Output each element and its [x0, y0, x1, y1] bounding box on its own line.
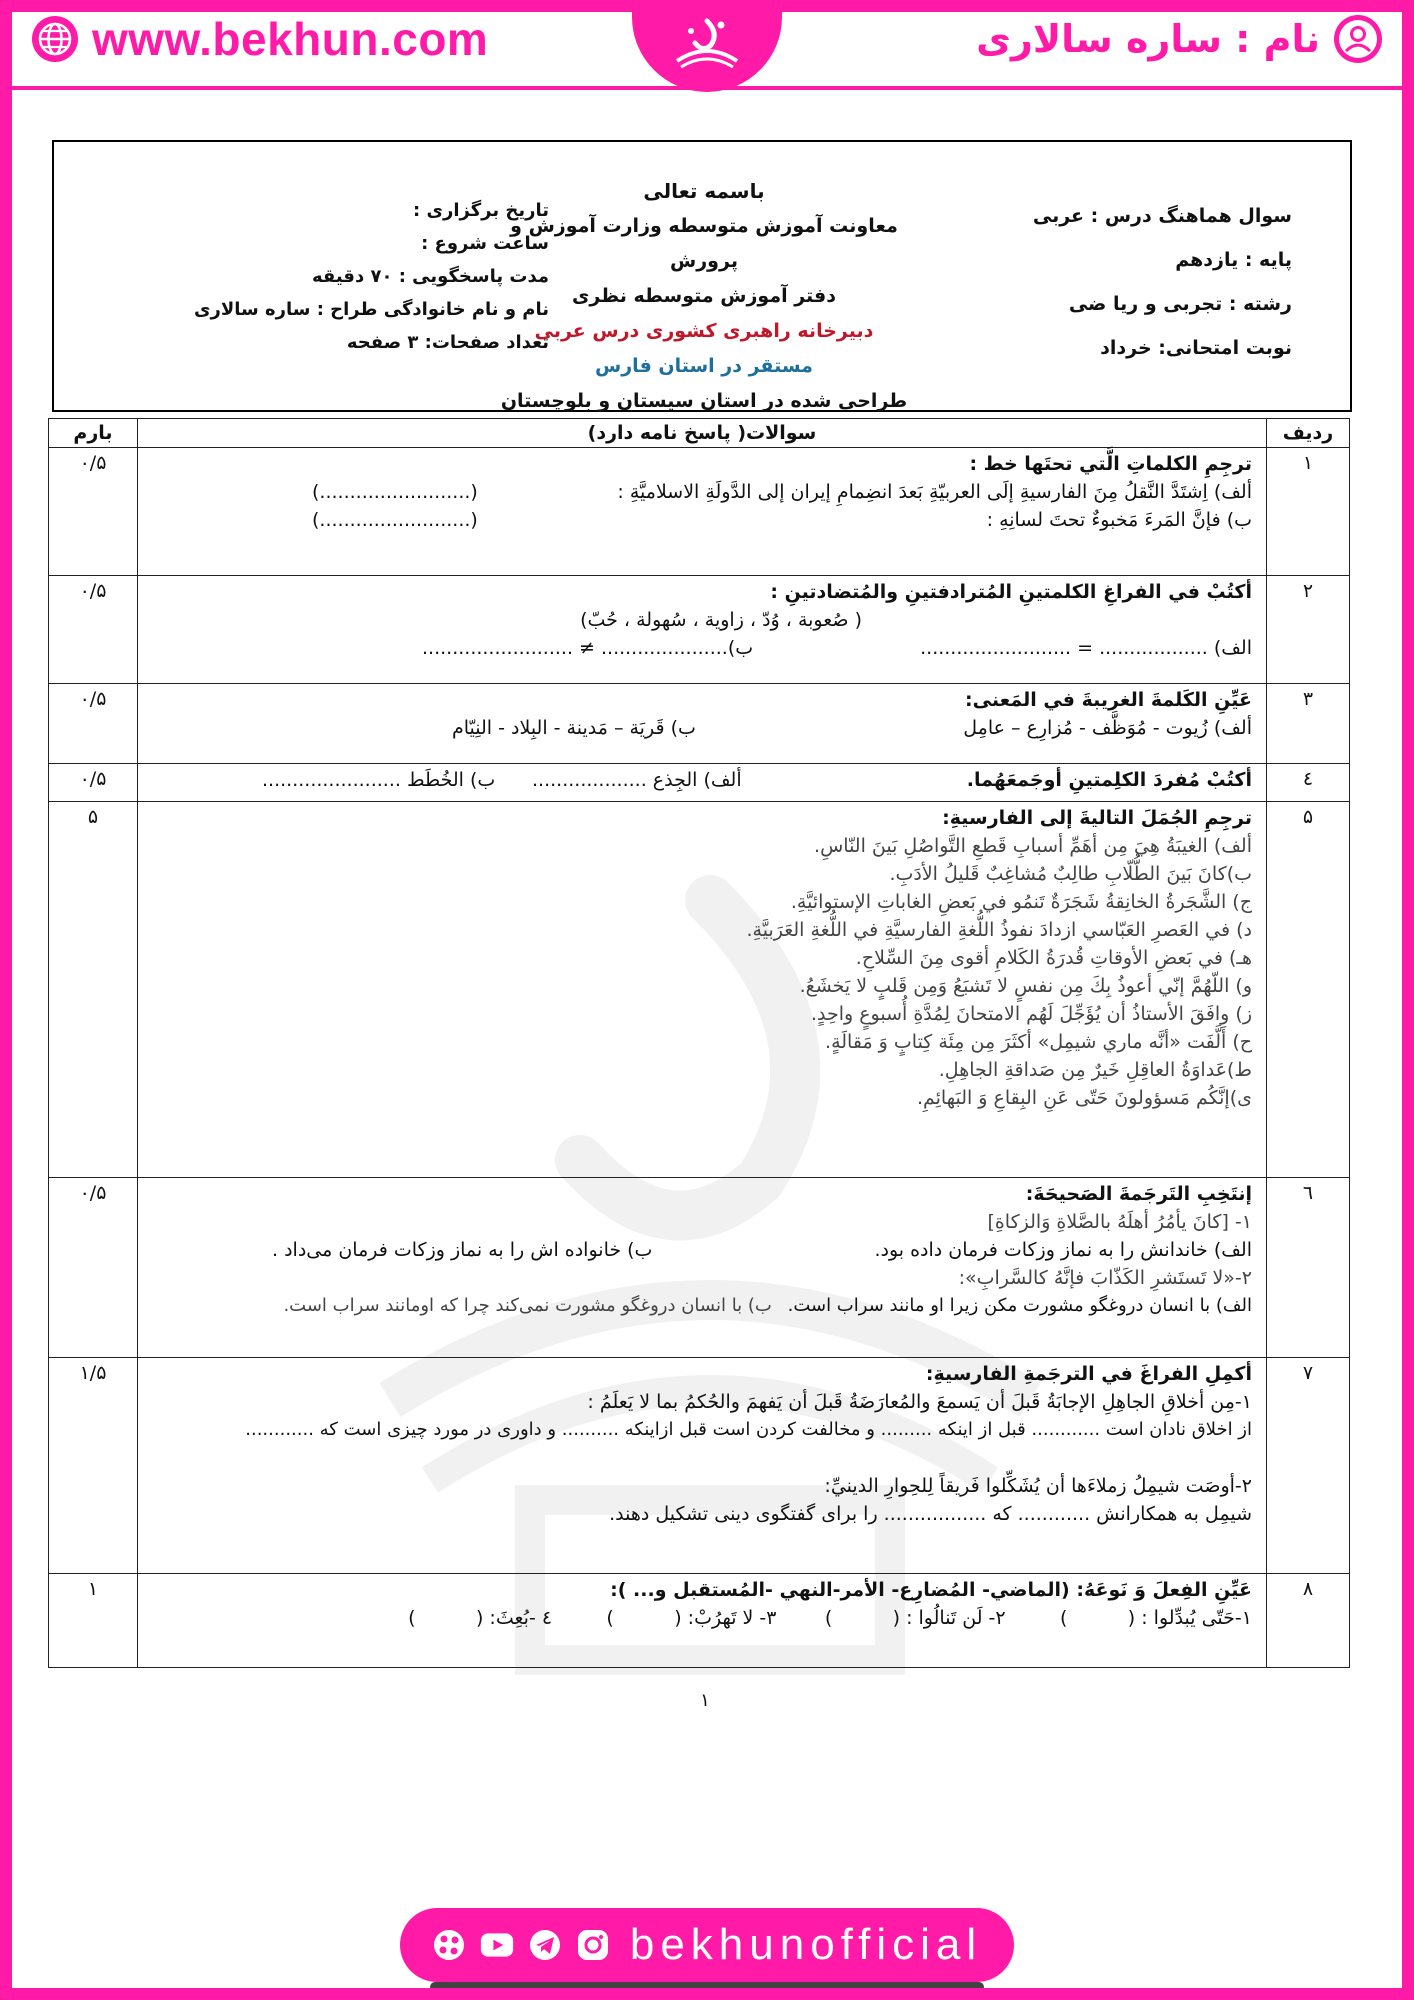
ministry-line: معاونت آموزش متوسطه وزارت آموزش و پرورش — [510, 215, 898, 272]
sentence: ز) وافَقَ الأستاذُ أن یُؤَجِّلَ لَهُم الامتحانَ لِمُدَّةِ أُسبوعٍ واحِدٍ. — [810, 1003, 1252, 1025]
question-title: إنتَخِبِ التَرجَمةَ الصَحیحَةَ: — [1025, 1183, 1252, 1205]
sentence: ح) أَلَّفَت «أنَّه ماري شیمِل» أکثَرَ مِن مِئَة کِتابٍ وَ مَقالَةٍ. — [825, 1031, 1252, 1053]
sentence: ج) الشَّجَرةُ الخانِقةُ شَجَرَةٌ تَنمُو في بَعضِ الغاباتِ الإستوائیَّةِ. — [790, 891, 1252, 913]
question-row-1 — [49, 448, 1350, 576]
option-a[interactable]: الف) خاندانش را به نماز وزکات فرمان داده بود. — [874, 1239, 1252, 1261]
question-line — [152, 506, 1252, 534]
question-content — [138, 1358, 1267, 1574]
table-header-row — [49, 419, 1350, 448]
option-b: ب) قَریَة – مَدینة - البِلاد - النِیّام — [452, 717, 696, 739]
question-line — [152, 714, 1252, 742]
answer-blank[interactable]: ب) الخُطَط ....................... — [262, 769, 496, 791]
sentence: ط)عَداوَةُ العاقِلِ خَیرٌ مِن صَداقةِ الجاهِلِ. — [938, 1059, 1252, 1081]
social-bar-shadow — [430, 1982, 984, 1992]
question-line[interactable]: ۱-حَتّی یُبدِّلوا : ( ) ۲- لَن تَنالُوا : ( ) ۳- لا تَهرُبْ: ( ) ٤ -بُعِثَ: ( ) — [408, 1607, 1252, 1629]
question-number: ۳ — [1267, 684, 1350, 764]
question-text: ألف) اِشتَدَّ النَّقلُ مِنَ الفارسیةِ إلَی العربیّةِ بَعدَ انضِمامِ إیران إلی الدَّولَةِ الاسلامیَّةِ : — [617, 481, 1252, 503]
designer-label: نام و نام خانوادگی طراح : ساره سالاری — [194, 299, 549, 320]
youtube-icon[interactable] — [480, 1928, 514, 1962]
question-line[interactable]: از اخلاق نادان است ............ قبل از اینکه ......... و مخالفت کردن است قبل ازاینکه .......... و داوری در مورد چیزی است که ............ — [245, 1419, 1252, 1440]
question-content — [138, 802, 1267, 1178]
aparat-icon[interactable] — [432, 1928, 466, 1962]
question-title: ترجِمِ الکلماتِ الَّتي تحتَها خط : — [969, 453, 1252, 475]
question-line — [152, 478, 1252, 506]
sentence: ب)کانَ بَینَ الطُّلّابِ طالِبٌ مُشاغِبٌ قَلیلُ الأدَبِ. — [889, 863, 1252, 885]
question-title: أکمِلِ الفراغَ في الترجَمةِ الفارسیةِ: — [925, 1363, 1252, 1385]
field-label: رشته : تجربی و ریا ضی — [1068, 293, 1292, 315]
col-row-header: ردیف — [1267, 419, 1350, 448]
bismillah: باسمه تعالی — [643, 179, 765, 203]
social-bar[interactable] — [400, 1908, 1014, 1982]
answer-blank[interactable]: (.........................) — [312, 509, 478, 531]
question-line: ۱- [کانَ یأمُرُ أهلَهُ بالصَّلاةِ وَالزکاةِ] — [987, 1211, 1252, 1233]
question-content — [138, 1178, 1267, 1358]
question-line — [152, 634, 1252, 662]
question-text: ب) فإنَّ المَرءَ مَخبوءٌ تحتَ لسانِهِ : — [986, 509, 1252, 531]
designed-in-line: طراحی شده در استان سیستان و بلوچستان — [500, 390, 908, 412]
answer-blank[interactable]: (.........................) — [312, 481, 478, 503]
question-title: ترجِمِ الجُمَلَ التالیةَ إلی الفارسیةِ: — [942, 807, 1252, 829]
telegram-icon[interactable] — [528, 1928, 562, 1962]
exam-header — [52, 140, 1352, 412]
session-label: نوبت امتحانی: خرداد — [1100, 337, 1292, 359]
sentence: ألف) الغیبَةُ هِيَ مِن أهَمِّ أسبابِ قَطعِ التَّواصُلِ بَینَ النّاسِ. — [814, 835, 1252, 857]
option-b[interactable]: ب) با انسان دروغگو مشورت نمی‌کند چرا که اومانند سراب است. — [283, 1295, 772, 1316]
question-number: ۵ — [1267, 802, 1350, 1178]
page-number: ۱ — [700, 1690, 710, 1711]
pages-label: تعداد صفحات: ۳ صفحه — [346, 332, 549, 353]
question-title: أکتُبْ مُفردَ الکلِمتینِ أوجَمعَهُما. — [966, 769, 1252, 791]
option-a: ألف) زُیوت - مُوَظَّف - مُزارِع – عامِل — [963, 717, 1252, 739]
option-a[interactable]: الف) با انسان دروغگو مشورت مکن زیرا او مانند سراب است. — [787, 1295, 1252, 1316]
website-text: www.bekhun.com — [92, 13, 489, 65]
spacer — [152, 1444, 1252, 1472]
question-line[interactable]: شیمِل به همکارانش ............ که ................. را برای گفتگوی دینی تشکیل دهند. — [609, 1503, 1252, 1525]
question-line — [152, 766, 1252, 794]
answer-blank[interactable]: ألف) الجِذع ................... — [532, 769, 742, 791]
questions-table — [48, 418, 1350, 1668]
col-questions-header: سوالات( پاسخ نامه دارد) — [138, 419, 1267, 448]
duration-label: مدت پاسخگویی : ۷۰ دقیقه — [311, 266, 549, 287]
question-row-2 — [49, 576, 1350, 684]
question-line — [152, 1236, 1252, 1264]
header-left-info — [159, 194, 549, 359]
question-row-3 — [49, 684, 1350, 764]
course-label: سوال هماهنگ درس : عربی — [1032, 205, 1292, 227]
question-score: ۱ — [49, 1574, 138, 1668]
question-line: ۲-«لا تَستَشرِ الکَذّابَ فإنَّهُ کالسَّرابِ»: — [958, 1267, 1252, 1289]
user-icon — [1332, 13, 1384, 65]
question-row-5 — [49, 802, 1350, 1178]
question-title: أکتُبْ في الفراغِ الکلمتینِ المُترادفتینِ والمُتضادتینِ : — [770, 581, 1252, 603]
start-time-label: ساعت شروع : — [421, 233, 549, 254]
question-score: ۰/۵ — [49, 684, 138, 764]
student-name-box — [976, 14, 1384, 64]
student-name: نام : ساره سالاری — [976, 17, 1320, 61]
question-score: ۵ — [49, 802, 138, 1178]
website-link[interactable] — [30, 14, 488, 64]
sentence: ی)إنَّکُم مَسؤولونَ حَتّی عَنِ البِقاعِ وَ البَهائِمِ. — [916, 1087, 1252, 1109]
question-content — [138, 448, 1267, 576]
question-content — [138, 684, 1267, 764]
question-score: ۰/۵ — [49, 448, 138, 576]
question-row-7 — [49, 1358, 1350, 1574]
question-score: ۰/۵ — [49, 576, 138, 684]
answer-blank[interactable]: ب)..................... ≠ ......................... — [422, 637, 754, 659]
word-bank: ( صُعوبة ، وُدّ ، زاویة ، سُهولة ، حُبّ) — [580, 609, 862, 631]
question-row-8 — [49, 1574, 1350, 1668]
secretariat-line: دبیرخانه راهبری کشوری درس عربی — [534, 320, 874, 342]
book-logo-icon — [667, 11, 747, 81]
question-line — [152, 1292, 1252, 1320]
question-score: ۰/۵ — [49, 1178, 138, 1358]
sentence: و) اللّهُمَّ إنّي أعوذُ بِكَ مِن نفسٍ لا تَشبَعُ وَمِن قَلبٍ لا یَخشَعُ. — [799, 975, 1252, 997]
office-line: دفتر آموزش متوسطه نظری — [572, 285, 836, 307]
col-score-header: بارم — [49, 419, 138, 448]
question-title: عَیِّنِ الفِعلَ وَ نَوعَهُ: (الماضي- المُضارِع- الأمر-النهي -المُستقبل و... ): — [610, 1579, 1252, 1601]
answer-blank[interactable]: الف) .................. = ......................... — [920, 637, 1252, 659]
question-line: ۱-مِن أخلاقِ الجاهِلِ الإجابَةُ قَبلَ أن یَسمعَ والمُعارَضَةُ قَبلَ أن یَفهمَ والحُکمُ بما لا یَعلَمُ : — [587, 1391, 1252, 1413]
question-score: ۰/۵ — [49, 764, 138, 802]
question-number: ٤ — [1267, 764, 1350, 802]
province-line: مستقر در استان فارس — [595, 355, 813, 377]
question-score: ۱/۵ — [49, 1358, 138, 1574]
sentence: د) في العَصرِ العَبّاسي ازدادَ نفوذُ اللُّغةِ الفارسیَّةِ في اللُّغةِ العَرَبیَّةِ. — [746, 919, 1252, 941]
question-content — [138, 576, 1267, 684]
globe-icon — [30, 14, 80, 64]
social-handle: bekhunofficial — [629, 1920, 983, 1969]
question-number: ۷ — [1267, 1358, 1350, 1574]
question-line: ۲-أوصَت شیمِلُ زملاءَها أن یُشَکِّلوا فَریقاً لِلحِوارِ الدینيِّ: — [824, 1475, 1252, 1497]
question-number: ۱ — [1267, 448, 1350, 576]
question-row-6 — [49, 1178, 1350, 1358]
question-content — [138, 764, 1267, 802]
option-b[interactable]: ب) خانواده اش را به نماز وزکات فرمان می‌داد . — [272, 1239, 653, 1261]
question-number: ۸ — [1267, 1574, 1350, 1668]
question-number: ٦ — [1267, 1178, 1350, 1358]
sentence: هـ) في بَعضِ الأوقاتِ قُدرَةُ الکَلامِ أقوی مِنَ السِّلاحِ. — [855, 947, 1252, 969]
grade-label: پایه : یازدهم — [1175, 249, 1292, 271]
question-title: عَیِّنِ الکَلمةَ الغریبةَ في المَعنی: — [965, 689, 1252, 711]
instagram-icon[interactable] — [576, 1928, 610, 1962]
header-right-info — [1002, 194, 1292, 370]
question-number: ۲ — [1267, 576, 1350, 684]
question-row-4 — [49, 764, 1350, 802]
date-label: تاریخ برگزاری : — [413, 200, 549, 221]
question-content — [138, 1574, 1267, 1668]
